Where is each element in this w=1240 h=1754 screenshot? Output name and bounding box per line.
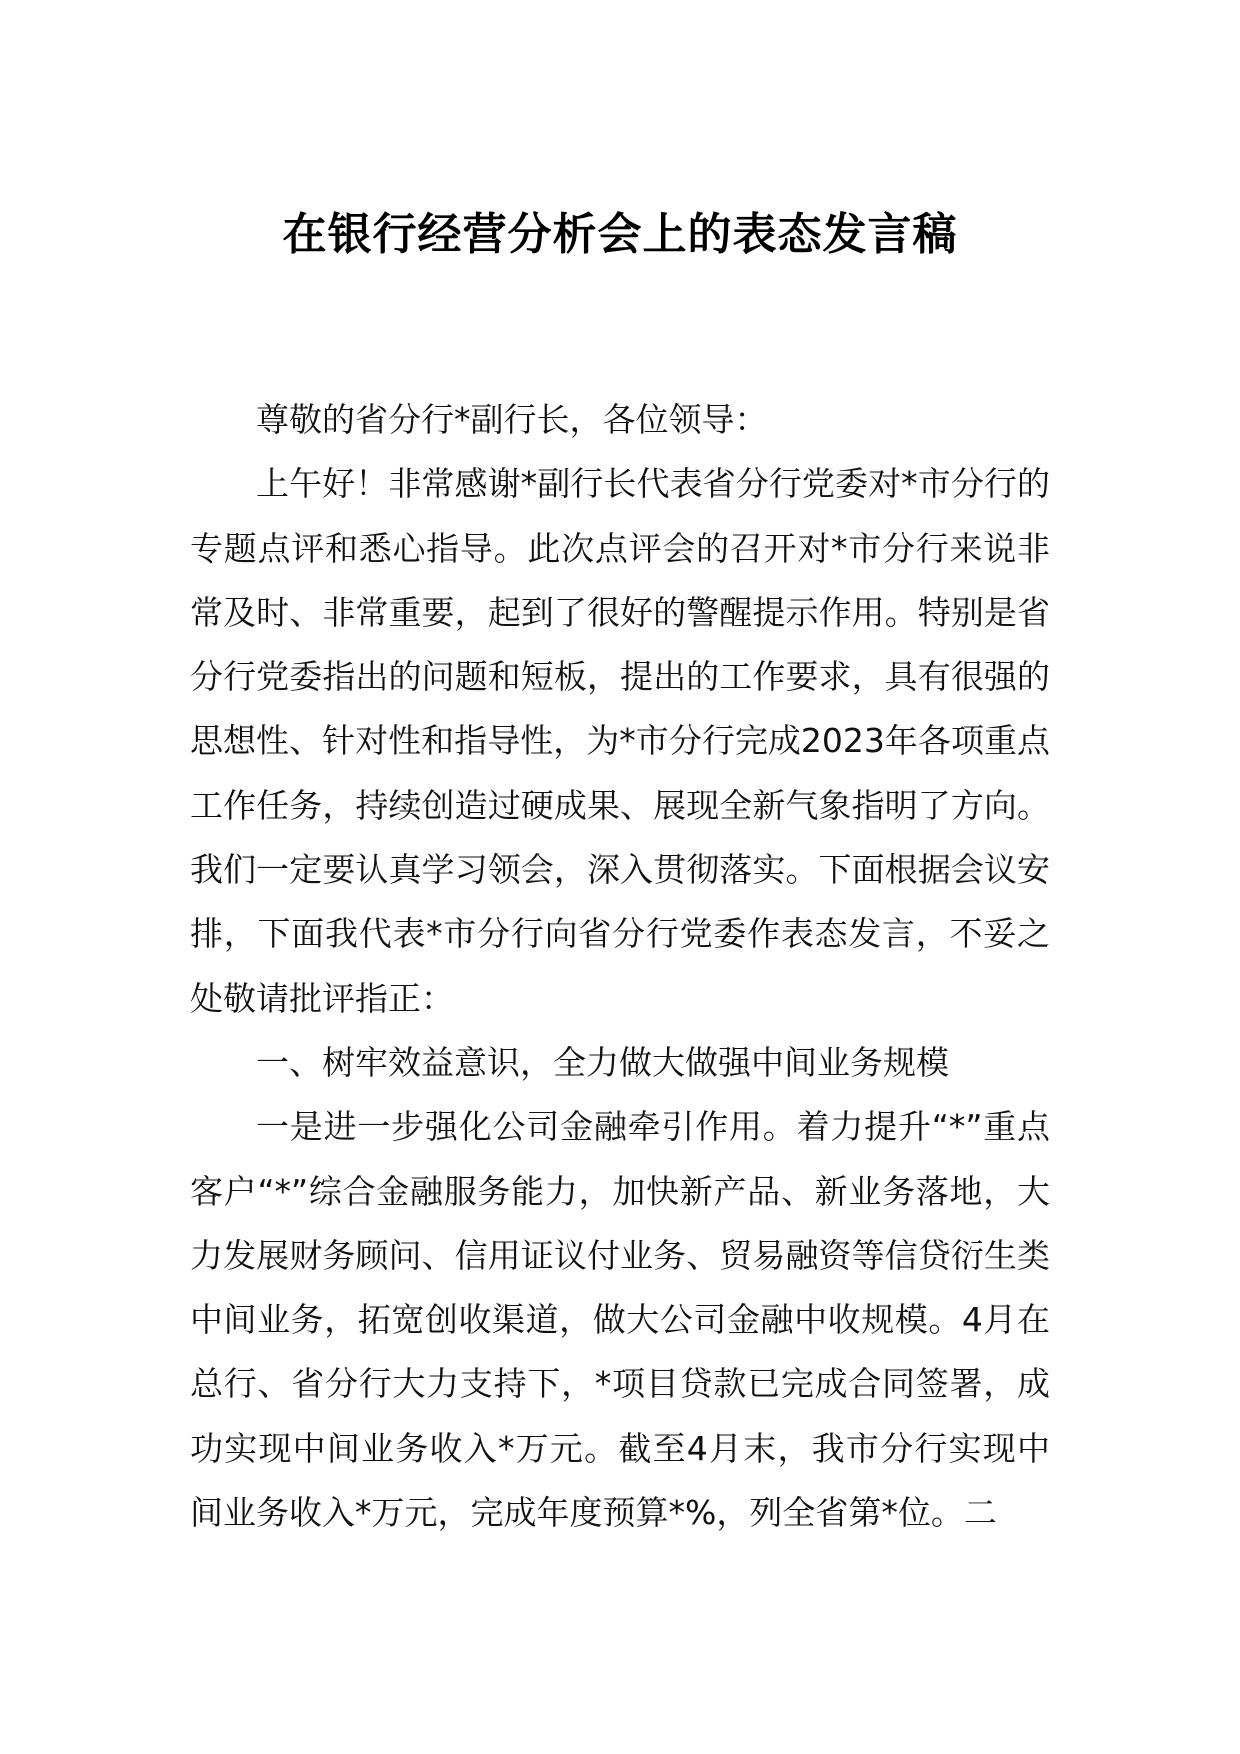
section-heading: 一、树牢效益意识，全力做大做强中间业务规模 <box>256 1042 949 1082</box>
document-body <box>190 388 1050 1545</box>
salutation: 尊敬的省分行*副行长，各位领导： <box>256 400 768 439</box>
section-paragraph: 一是进一步强化公司金融牵引作用。着力提升“*”重点客户“*”综合金融服务能力，加快新产品、新业务落地，大力发展财务顾问、信用证议付业务、贸易融资等信贷衍生类中间业务，拓宽创收渠道，做大公司金融中收规模。4月在总行、省分行大力支持下，*项目贷款已完成合同签署，成功实现中间业务收入*万元。截至4月末，我市分行实现中间业务收入*万元，完成年度预算*%，列全省第*位。二 <box>190 1107 1050 1533</box>
document-title: 在银行经营分析会上的表态发言稿 <box>282 209 958 260</box>
opening-paragraph: 上午好！非常感谢*副行长代表省分行党委对*市分行的专题点评和悉心指导。此次点评会的召开对*市分行来说非常及时、非常重要，起到了很好的警醒提示作用。特别是省分行党委指出的问题和短板，提出的工作要求，具有很强的思想性、针对性和指导性，为*市分行完成2023年各项重点工作任务，持续创造过硬成果、展现全新气象指明了方向。我们一定要认真学习领会，深入贯彻落实。下面根据会议安排，下面我代表*市分行向省分行党委作表态发言，不妥之处敬请批评指正： <box>190 464 1050 1018</box>
